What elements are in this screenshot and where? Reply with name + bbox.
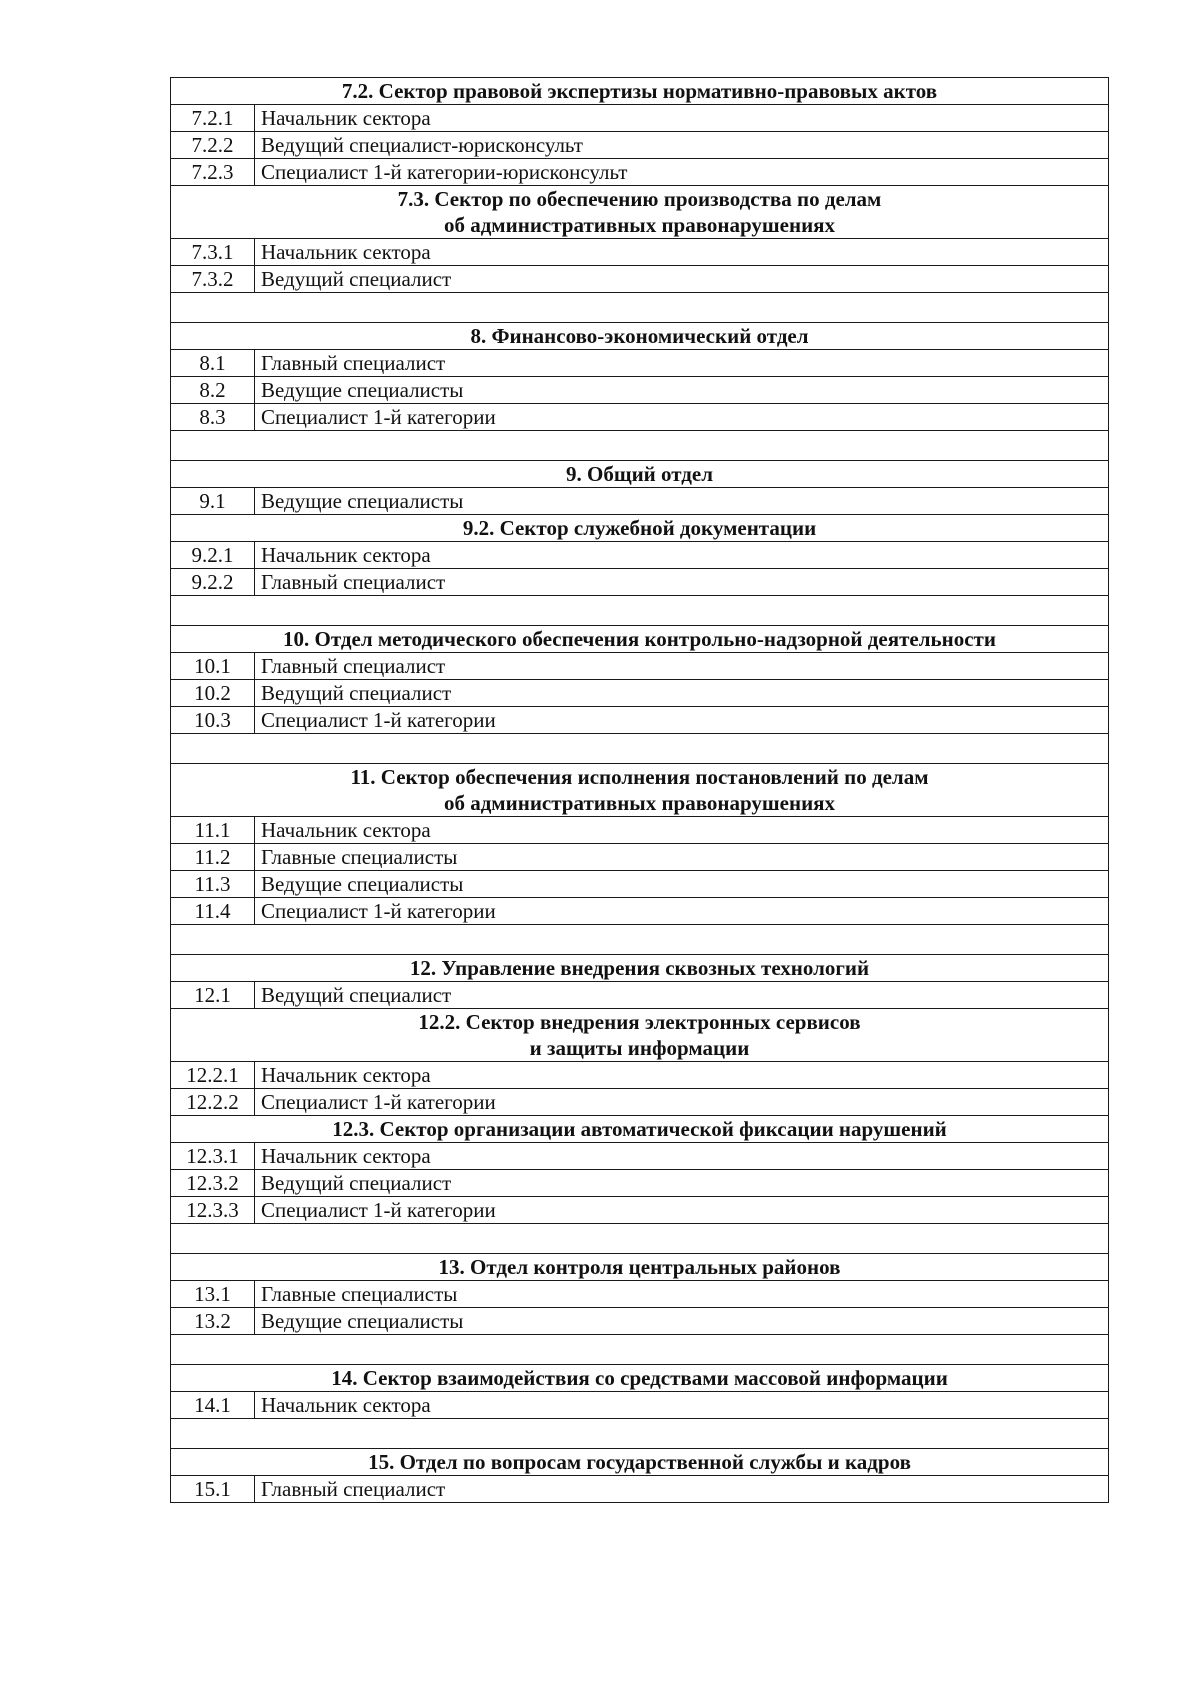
section-heading-row: [171, 78, 1109, 105]
position-number: 12.3.1: [171, 1143, 255, 1170]
position-title: Начальник сектора: [255, 1392, 1109, 1419]
position-number: 9.1: [171, 488, 255, 515]
position-title: Специалист 1-й категории: [255, 898, 1109, 925]
position-number: 11.2: [171, 844, 255, 871]
section-heading: [171, 78, 1109, 105]
table-row: [171, 1089, 1109, 1116]
position-number: 10.1: [171, 653, 255, 680]
blank-cell: [171, 431, 1109, 461]
table-row: [171, 1170, 1109, 1197]
blank-row: [171, 1224, 1109, 1254]
position-number: 8.1: [171, 350, 255, 377]
section-heading-row: [171, 1254, 1109, 1281]
position-number: 7.2.2: [171, 132, 255, 159]
position-number: 7.3.1: [171, 239, 255, 266]
position-number: 15.1: [171, 1476, 255, 1503]
position-number: 8.3: [171, 404, 255, 431]
section-heading-row: [171, 323, 1109, 350]
position-title: Главный специалист: [255, 653, 1109, 680]
section-heading-line: 10. Отдел методического обеспечения контрольно-надзорной деятельности: [283, 627, 996, 651]
position-number: 7.2.3: [171, 159, 255, 186]
blank-row: [171, 734, 1109, 764]
section-heading-row: [171, 955, 1109, 982]
table-row: [171, 132, 1109, 159]
blank-cell: [171, 293, 1109, 323]
position-title: Ведущий специалист: [255, 266, 1109, 293]
position-number: 12.1: [171, 982, 255, 1009]
blank-cell: [171, 734, 1109, 764]
section-heading-line: 8. Финансово-экономический отдел: [470, 324, 809, 348]
table-row: [171, 377, 1109, 404]
section-heading: [171, 1365, 1109, 1392]
position-number: 11.1: [171, 817, 255, 844]
section-heading-line: 12.3. Сектор организации автоматической фиксации нарушений: [332, 1117, 947, 1141]
section-heading: [171, 186, 1109, 239]
position-title: Начальник сектора: [255, 1062, 1109, 1089]
section-heading-line: об административных правонарушениях: [443, 791, 836, 815]
table-row: [171, 1476, 1109, 1503]
section-heading-row: [171, 461, 1109, 488]
position-title: Начальник сектора: [255, 817, 1109, 844]
table-row: [171, 817, 1109, 844]
table-row: [171, 159, 1109, 186]
position-title: Ведущий специалист-юрисконсульт: [255, 132, 1109, 159]
section-heading-line: и защиты информации: [529, 1036, 750, 1060]
position-number: 9.2.1: [171, 542, 255, 569]
section-heading-row: [171, 1365, 1109, 1392]
table-row: [171, 1281, 1109, 1308]
table-row: [171, 1143, 1109, 1170]
table-row: [171, 982, 1109, 1009]
position-number: 8.2: [171, 377, 255, 404]
position-title: Ведущие специалисты: [255, 488, 1109, 515]
position-title: Специалист 1-й категории-юрисконсульт: [255, 159, 1109, 186]
table-row: [171, 1197, 1109, 1224]
table-row: [171, 1308, 1109, 1335]
blank-row: [171, 293, 1109, 323]
position-number: 10.2: [171, 680, 255, 707]
position-title: Ведущие специалисты: [255, 871, 1109, 898]
table-row: [171, 569, 1109, 596]
position-title: Специалист 1-й категории: [255, 707, 1109, 734]
blank-row: [171, 596, 1109, 626]
position-title: Ведущий специалист: [255, 982, 1109, 1009]
position-number: 7.2.1: [171, 105, 255, 132]
position-title: Главный специалист: [255, 1476, 1109, 1503]
table-row: [171, 1392, 1109, 1419]
position-number: 14.1: [171, 1392, 255, 1419]
table-row: [171, 707, 1109, 734]
table-row: [171, 488, 1109, 515]
section-heading-line: 15. Отдел по вопросам государственной службы и кадров: [368, 1450, 911, 1474]
position-title: Специалист 1-й категории: [255, 1197, 1109, 1224]
section-heading-row: [171, 515, 1109, 542]
position-number: 9.2.2: [171, 569, 255, 596]
section-heading: [171, 1009, 1109, 1062]
section-heading: [171, 1116, 1109, 1143]
table-row: [171, 350, 1109, 377]
section-heading-line: 12.2. Сектор внедрения электронных сервисов: [418, 1010, 861, 1034]
position-title: Специалист 1-й категории: [255, 1089, 1109, 1116]
table-row: [171, 680, 1109, 707]
blank-cell: [171, 596, 1109, 626]
staff-structure-table: [170, 77, 1109, 1503]
blank-cell: [171, 1335, 1109, 1365]
position-number: 12.2.1: [171, 1062, 255, 1089]
position-title: Начальник сектора: [255, 1143, 1109, 1170]
blank-cell: [171, 1224, 1109, 1254]
blank-cell: [171, 1419, 1109, 1449]
table-body: [171, 78, 1109, 1503]
blank-row: [171, 1419, 1109, 1449]
table-row: [171, 404, 1109, 431]
position-title: Главные специалисты: [255, 844, 1109, 871]
section-heading: [171, 764, 1109, 817]
position-number: 11.3: [171, 871, 255, 898]
position-title: Главный специалист: [255, 569, 1109, 596]
section-heading-row: [171, 1009, 1109, 1062]
section-heading-line: 13. Отдел контроля центральных районов: [438, 1255, 841, 1279]
position-title: Ведущий специалист: [255, 680, 1109, 707]
table-row: [171, 898, 1109, 925]
blank-row: [171, 431, 1109, 461]
section-heading-row: [171, 186, 1109, 239]
position-number: 12.3.3: [171, 1197, 255, 1224]
section-heading-line: 14. Сектор взаимодействия со средствами массовой информации: [331, 1366, 948, 1390]
table-row: [171, 1062, 1109, 1089]
section-heading-line: 7.2. Сектор правовой экспертизы нормативно-правовых актов: [341, 79, 938, 103]
position-number: 13.1: [171, 1281, 255, 1308]
section-heading-row: [171, 1449, 1109, 1476]
position-title: Начальник сектора: [255, 105, 1109, 132]
position-number: 11.4: [171, 898, 255, 925]
position-title: Начальник сектора: [255, 542, 1109, 569]
position-title: Главные специалисты: [255, 1281, 1109, 1308]
section-heading: [171, 323, 1109, 350]
section-heading: [171, 955, 1109, 982]
section-heading-line: 12. Управление внедрения сквозных технологий: [409, 956, 870, 980]
section-heading: [171, 461, 1109, 488]
table-row: [171, 844, 1109, 871]
section-heading-line: об административных правонарушениях: [443, 213, 836, 237]
section-heading-line: 9. Общий отдел: [566, 462, 713, 486]
section-heading: [171, 1449, 1109, 1476]
position-title: Начальник сектора: [255, 239, 1109, 266]
section-heading: [171, 1254, 1109, 1281]
table-row: [171, 542, 1109, 569]
position-number: 13.2: [171, 1308, 255, 1335]
position-number: 7.3.2: [171, 266, 255, 293]
blank-row: [171, 925, 1109, 955]
section-heading-line: 9.2. Сектор служебной документации: [462, 516, 817, 540]
section-heading-line: 7.3. Сектор по обеспечению производства по делам: [397, 187, 882, 211]
table-row: [171, 105, 1109, 132]
section-heading-line: 11. Сектор обеспечения исполнения постановлений по делам: [350, 765, 929, 789]
position-number: 12.3.2: [171, 1170, 255, 1197]
position-title: Ведущие специалисты: [255, 1308, 1109, 1335]
table-row: [171, 239, 1109, 266]
section-heading: [171, 515, 1109, 542]
position-title: Специалист 1-й категории: [255, 404, 1109, 431]
position-number: 12.2.2: [171, 1089, 255, 1116]
table-row: [171, 653, 1109, 680]
blank-cell: [171, 925, 1109, 955]
section-heading-row: [171, 764, 1109, 817]
table-row: [171, 871, 1109, 898]
table-row: [171, 266, 1109, 293]
position-title: Ведущий специалист: [255, 1170, 1109, 1197]
position-title: Ведущие специалисты: [255, 377, 1109, 404]
section-heading-row: [171, 626, 1109, 653]
section-heading: [171, 626, 1109, 653]
section-heading-row: [171, 1116, 1109, 1143]
position-title: Главный специалист: [255, 350, 1109, 377]
blank-row: [171, 1335, 1109, 1365]
position-number: 10.3: [171, 707, 255, 734]
